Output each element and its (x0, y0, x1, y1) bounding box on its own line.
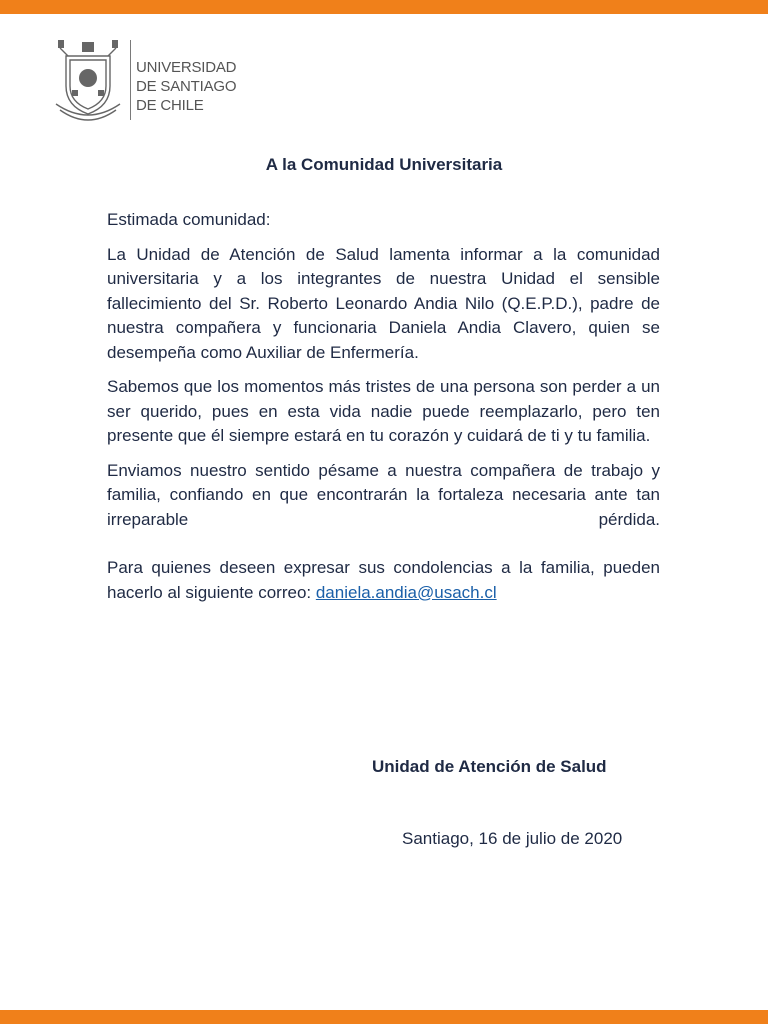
contact-email-link[interactable]: daniela.andia@usach.cl (315, 582, 497, 602)
university-name-line-2: DE SANTIAGO (136, 78, 237, 95)
logo-separator (130, 40, 131, 120)
contact-text: Para quienes deseen expresar sus condolencias a la familia, pueden hacerlo al siguiente correo: (107, 558, 660, 602)
university-crest-icon (52, 34, 124, 126)
letter-signature: Unidad de Atención de Salud (372, 757, 607, 776)
university-logo (52, 34, 242, 126)
bottom-accent-bar (0, 1010, 768, 1024)
letter-date: Santiago, 16 de julio de 2020 (402, 829, 623, 848)
university-name-line-1: UNIVERSIDAD (136, 59, 237, 76)
letter-paragraph-2: Sabemos que los momentos más tristes de una persona son perder a un ser querido, pues en esta vida nadie puede reemplazarlo, pero ten presente que él siempre estará en tu corazón y cuidará de ti y tu familia. (107, 377, 660, 445)
letter-title: A la Comunidad Universitaria (265, 155, 503, 174)
letter-contact (107, 556, 660, 605)
university-name (136, 58, 236, 115)
university-name-line-3: DE CHILE (136, 97, 204, 114)
letter-greeting: Estimada comunidad: (107, 210, 271, 229)
letter-body (107, 208, 660, 615)
letter-paragraph-1: La Unidad de Atención de Salud lamenta informar a la comunidad universitaria y a los integrantes de nuestra Unidad el sensible fallecimiento del Sr. Roberto Leonardo Andia Nilo (Q.E.P.D.), padre de nuestra compañera y funcionaria Daniela Andia Clavero, quien se desempeña como Auxiliar de Enfermería. (107, 244, 660, 362)
letter-paragraph-3: Enviamos nuestro sentido pésame a nuestra compañera de trabajo y familia, confiando en que encontrarán la fortaleza necesaria ante tan irreparable pérdida. (107, 460, 660, 529)
top-accent-bar (0, 0, 768, 14)
